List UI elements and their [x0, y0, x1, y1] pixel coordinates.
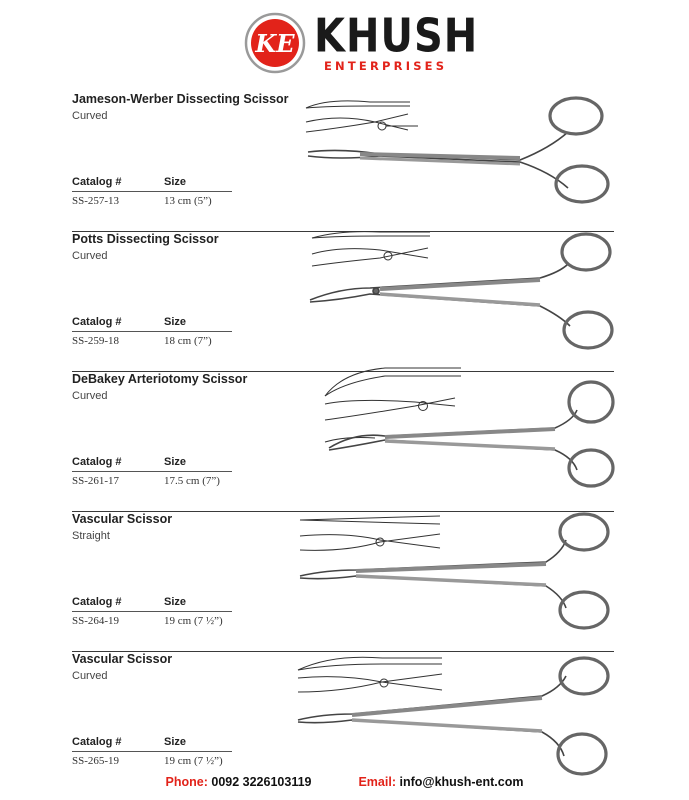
- scissor-illustration: [315, 362, 625, 490]
- scissor-illustration: [300, 228, 620, 352]
- header-rule: [72, 331, 232, 332]
- size-value: 19 cm (7 ½”): [164, 755, 223, 767]
- catalog-header: Catalog #: [72, 316, 122, 328]
- brand-subtitle: ENTERPRISES: [324, 59, 448, 73]
- phone-label: Phone:: [165, 775, 208, 789]
- phone-number[interactable]: 0092 3226103119: [211, 775, 312, 789]
- size-header: Size: [164, 316, 187, 328]
- scissor-illustration: [292, 650, 618, 778]
- size-header: Size: [164, 736, 187, 748]
- size-header: Size: [164, 456, 187, 468]
- header-rule: [72, 751, 232, 752]
- scissor-tip-detail: [306, 101, 418, 132]
- catalog-number: SS-264-19: [72, 615, 120, 627]
- email-address[interactable]: info@khush-ent.com: [399, 775, 524, 789]
- product-type: Straight: [72, 530, 110, 542]
- product-type: Curved: [72, 390, 108, 402]
- product-name: Jameson-Werber Dissecting Scissor: [72, 92, 289, 106]
- product-name: Potts Dissecting Scissor: [72, 232, 219, 246]
- product-name: Vascular Scissor: [72, 512, 173, 526]
- catalog-number: SS-261-17: [72, 475, 120, 487]
- product-type: Curved: [72, 670, 108, 682]
- product-name: Vascular Scissor: [72, 652, 173, 666]
- header-rule: [72, 611, 232, 612]
- size-header: Size: [164, 176, 187, 188]
- scissor-illustration: [296, 510, 616, 634]
- size-value: 18 cm (7”): [164, 335, 212, 347]
- catalog-header: Catalog #: [72, 176, 122, 188]
- brand-logo: [244, 10, 479, 80]
- product-type: Curved: [72, 110, 108, 122]
- scissor-tip-detail: [300, 516, 440, 550]
- product-name: DeBakey Arteriotomy Scissor: [72, 372, 248, 386]
- product-type: Curved: [72, 250, 108, 262]
- header-rule: [72, 191, 232, 192]
- catalog-number: SS-259-18: [72, 335, 120, 347]
- scissor-tip-detail: [312, 232, 430, 266]
- scissor-tip-detail: [325, 368, 461, 442]
- email-label: Email:: [358, 775, 396, 789]
- catalog-number: SS-257-13: [72, 195, 120, 207]
- ke-logo-badge: [244, 12, 306, 74]
- header-rule: [72, 471, 232, 472]
- brand-name: KHUSH: [314, 10, 479, 63]
- size-header: Size: [164, 596, 187, 608]
- catalog-header: Catalog #: [72, 456, 122, 468]
- catalog-number: SS-265-19: [72, 755, 120, 767]
- catalog-header: Catalog #: [72, 596, 122, 608]
- size-value: 17.5 cm (7”): [164, 475, 220, 487]
- scissor-illustration: [300, 92, 620, 210]
- scissor-tip-detail: [298, 657, 442, 692]
- contact-footer: [0, 775, 689, 789]
- badge-text: KE: [255, 29, 295, 58]
- size-value: 13 cm (5”): [164, 195, 212, 207]
- catalog-header: Catalog #: [72, 736, 122, 748]
- size-value: 19 cm (7 ½”): [164, 615, 223, 627]
